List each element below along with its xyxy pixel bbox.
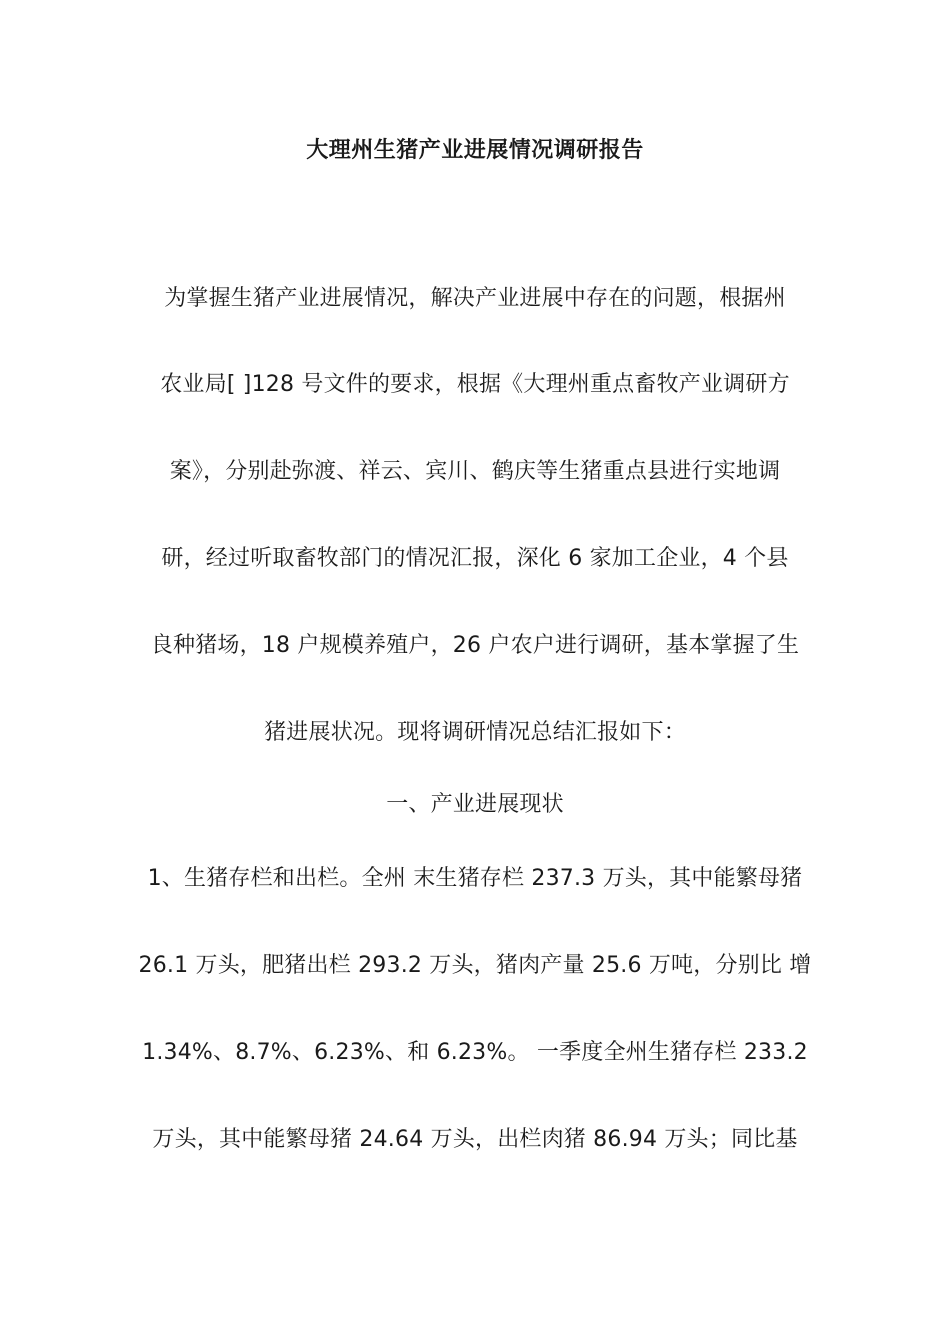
document-title: 大理州生猪产业进展情况调研报告 — [306, 138, 644, 163]
paragraph-line-7: 1、生猪存栏和出栏。全州 末生猪存栏 237.3 万头，其中能繁母猪 — [147, 866, 803, 891]
paragraph-line-5: 良种猪场，18 户规模养殖户，26 户农户进行调研，基本掌握了生 — [150, 633, 800, 658]
paragraph-line-6: 猪进展状况。现将调研情况总结汇报如下： — [264, 720, 686, 745]
paragraph-line-3: 案》，分别赴弥渡、祥云、宾川、鹤庆等生猪重点县进行实地调 — [169, 459, 781, 484]
paragraph-line-4: 研，经过听取畜牧部门的情况汇报，深化 6 家加工企业，4 个县 — [161, 546, 789, 571]
paragraph-line-9: 1.34%、8.7%、6.23%、和 6.23%。 一季度全州生猪存栏 233.2 — [142, 1040, 808, 1065]
paragraph-line-2: 农业局[ ]128 号文件的要求，根据《大理州重点畜牧产业调研方 — [160, 372, 790, 397]
paragraph-line-10: 万头，其中能繁母猪 24.64 万头，出栏肉猪 86.94 万头；同比基 — [152, 1127, 798, 1152]
paragraph-line-8: 26.1 万头，肥猪出栏 293.2 万头，猪肉产量 25.6 万吨，分别比 增 — [138, 953, 812, 978]
section-heading: 一、产业进展现状 — [386, 792, 564, 817]
paragraph-line-1: 为掌握生猪产业进展情况，解决产业进展中存在的问题，根据州 — [164, 286, 786, 311]
